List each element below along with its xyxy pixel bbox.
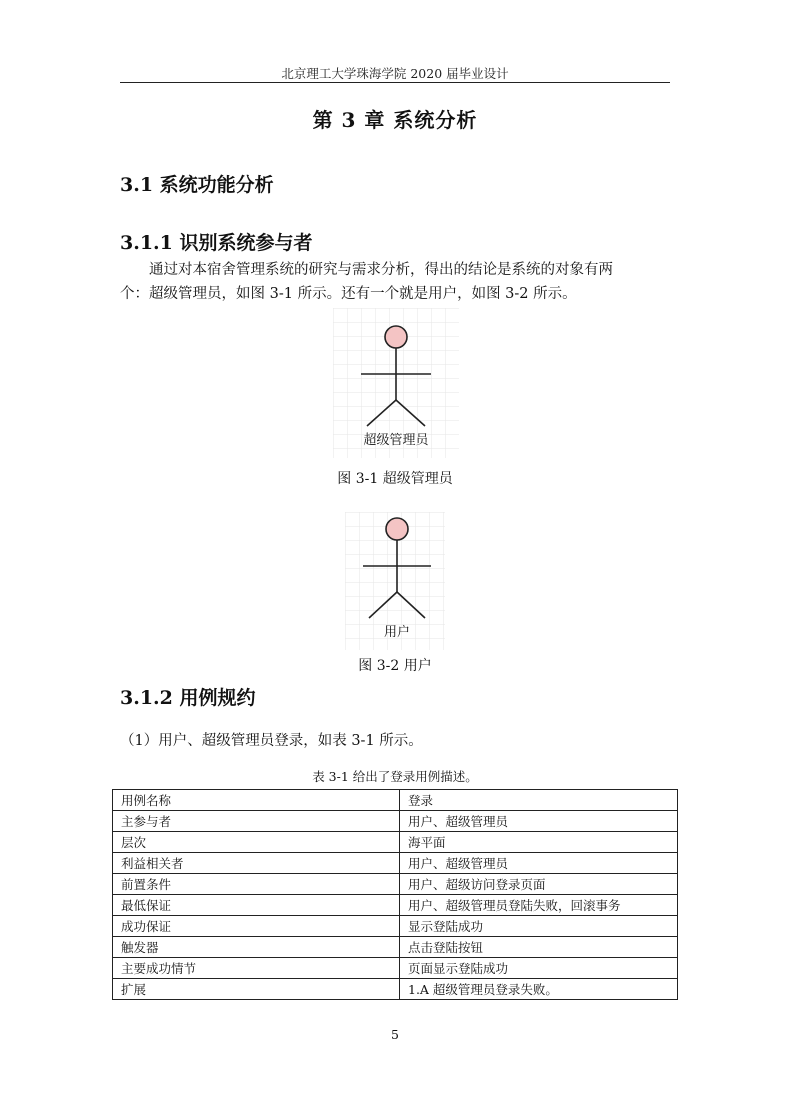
table-row: [113, 916, 678, 937]
table-row: [113, 832, 678, 853]
table-row: [113, 937, 678, 958]
table-cell-value: 用户、超级访问登录页面: [400, 874, 678, 895]
running-header: 北京理工大学珠海学院 2020 届毕业设计: [281, 66, 509, 81]
paragraph-line-1: 通过对本宿舍管理系统的研究与需求分析，得出的结论是系统的对象有两: [149, 262, 613, 278]
figure-user: [345, 512, 445, 650]
section-heading-3-1-1: 3.1.1 识别系统参与者: [120, 232, 313, 254]
figure-caption-3-2: 图 3-2 用户: [358, 658, 432, 674]
header-rule: [120, 82, 670, 83]
table-cell-value: 用户、超级管理员: [400, 853, 678, 874]
table-cell-value: 用户、超级管理员登陆失败，回滚事务: [400, 895, 678, 916]
table-cell-value: 海平面: [400, 832, 678, 853]
paragraph-login-intro: （1）用户、超级管理员登录，如表 3-1 所示。: [120, 733, 423, 749]
actor-diagram-super-admin: [333, 308, 459, 458]
paragraph-line-2: 个：超级管理员，如图 3-1 所示。还有一个就是用户，如图 3-2 所示。: [120, 286, 577, 302]
table-cell-field: 主参与者: [113, 811, 400, 832]
actor-head-icon: [386, 518, 408, 540]
page-number: 5: [391, 1027, 399, 1042]
table-row: [113, 874, 678, 895]
table-row: [113, 853, 678, 874]
chapter-title: 第 3 章 系统分析: [312, 108, 478, 132]
table-cell-value: 点击登陆按钮: [400, 937, 678, 958]
table-cell-value: 1.A 超级管理员登录失败。: [400, 979, 678, 1000]
table-row: [113, 958, 678, 979]
figure-caption-3-1: 图 3-1 超级管理员: [337, 471, 453, 487]
table-cell-field: 触发器: [113, 937, 400, 958]
table-row: [113, 811, 678, 832]
actor-label: 超级管理员: [363, 432, 429, 447]
actor-diagram-user: [345, 512, 445, 650]
table-row: [113, 895, 678, 916]
table-cell-field: 成功保证: [113, 916, 400, 937]
table-cell-field: 扩展: [113, 979, 400, 1000]
table-cell-value: 显示登陆成功: [400, 916, 678, 937]
table-cell-value: 页面显示登陆成功: [400, 958, 678, 979]
section-heading-3-1-2: 3.1.2 用例规约: [120, 687, 256, 709]
table-cell-value: 用户、超级管理员: [400, 811, 678, 832]
table-cell-value: 登录: [400, 790, 678, 811]
table-cell-field: 用例名称: [113, 790, 400, 811]
table-cell-field: 最低保证: [113, 895, 400, 916]
paragraph-actors: [120, 258, 670, 306]
table-row: [113, 790, 678, 811]
actor-label: 用户: [383, 624, 411, 639]
table-caption-3-1: 表 3-1 给出了登录用例描述。: [312, 769, 478, 784]
table-row: [113, 979, 678, 1000]
table-cell-field: 利益相关者: [113, 853, 400, 874]
section-heading-3-1: 3.1 系统功能分析: [120, 174, 274, 196]
table-cell-field: 主要成功情节: [113, 958, 400, 979]
table-cell-field: 层次: [113, 832, 400, 853]
table-cell-field: 前置条件: [113, 874, 400, 895]
usecase-table: [112, 789, 678, 1000]
actor-head-icon: [385, 326, 407, 348]
figure-super-admin: [333, 308, 459, 458]
